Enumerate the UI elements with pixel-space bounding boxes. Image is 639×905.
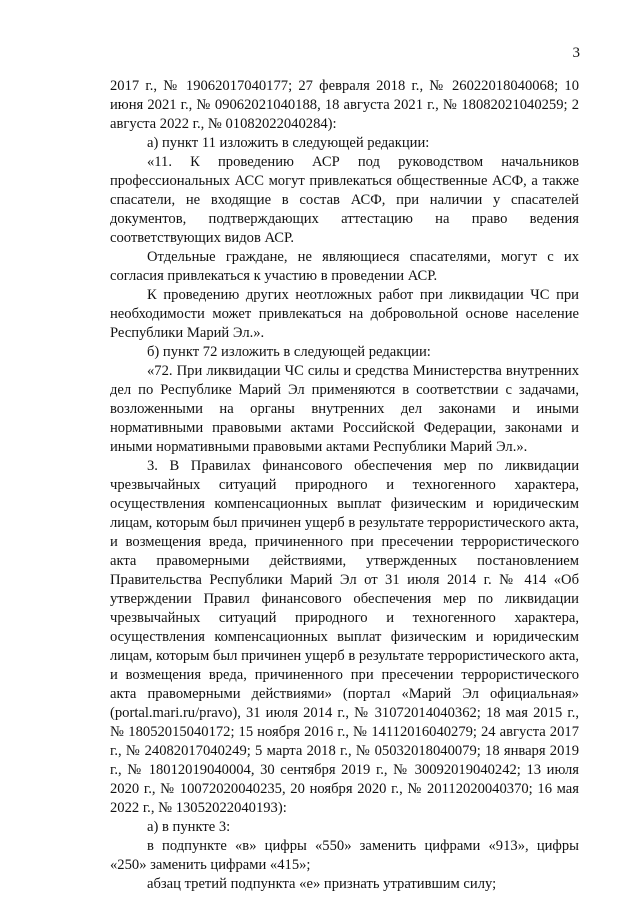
paragraph-citizens: Отдельные граждане, не являющиеся спасателями, могут с их согласия привлекаться к участию в проведении АСР. [110,249,579,284]
paragraph-clause-72: «72. При ликвидации ЧС силы и средства Министерства внутренних дел по Республике Марий Эл применяются в соответствии с задачами, возложенными на органы внутренних дел законами и иными нормативными правовыми актами Российской Федерации, законами и иными нормативными правовыми актами Республики Марий Эл.». [110,363,579,455]
page-number: 3 [572,45,580,61]
paragraph-other-works: К проведению других неотложных работ при ликвидации ЧС при необходимости может привлекаться на добровольной основе население Республики Марий Эл.». [110,287,579,341]
paragraph-section-3: 3. В Правилах финансового обеспечения мер по ликвидации чрезвычайных ситуаций природного и техногенного характера, осуществления компенсационных выплат физическим и юридическим лицам, которым был причинен ущерб в результате террористического акта, и возмещения вреда, причиненного при пресечении террористического акта правомерными действиями, утвержденных постановлением Правительства Республики Марий Эл от 31 июля 2014 г. № 414 «Об утверждении Правил финансового обеспечения мер по ликвидации чрезвычайных ситуаций природного и техногенного характера, осуществления компенсационных выплат физическим и юридическим лицам, которым был причинен ущерб в результате террористического акта, и возмещения вреда, причиненного при пресечении террористического акта правомерными действиями» (портал «Марий Эл официальная» (portal.mari.ru/pravo), 31 июля 2014 г., № 31072014040362; 18 мая 2015 г., № 18052015040172; 15 ноября 2016 г., № 14112016040279; 24 августа 2017 г., № 24082017040249; 5 марта 2018 г., № 05032018040079; 18 января 2019 г., № 18012019040004, 30 сентября 2019 г., № 30092019040242; 13 июля 2020 г., № 10072020040235, 20 ноября 2020 г., № 20112020040370; 16 мая 2022 г., № 13052022040193): [110,458,579,816]
paragraph-subpoint-v: в подпункте «в» цифры «550» заменить цифрами «913», цифры «250» заменить цифрами «415»; [110,838,579,873]
document-body [110,77,579,894]
paragraph-clause-11: «11. К проведению АСР под руководством начальников профессиональных АСС могут привлекаться общественные АСФ, а также спасатели, не входящие в состав АСФ, при наличии у спасателей документов, подтверждающих аттестацию на право ведения соответствующих видов АСР. [110,154,579,246]
paragraph-item-a-intro: а) пункт 11 изложить в следующей редакции: [147,135,430,151]
paragraph-dates-continuation: 2017 г., № 19062017040177; 27 февраля 2018 г., № 26022018040068; 10 июня 2021 г., № 09062021040188, 18 августа 2021 г., № 18082021040259; 2 августа 2022 г., № 01082022040284): [110,78,579,132]
paragraph-item-a-point-3: а) в пункте 3: [147,819,231,835]
paragraph-item-b-intro: б) пункт 72 изложить в следующей редакции: [147,344,431,360]
paragraph-subpoint-e: абзац третий подпункта «е» признать утратившим силу; [147,876,497,892]
